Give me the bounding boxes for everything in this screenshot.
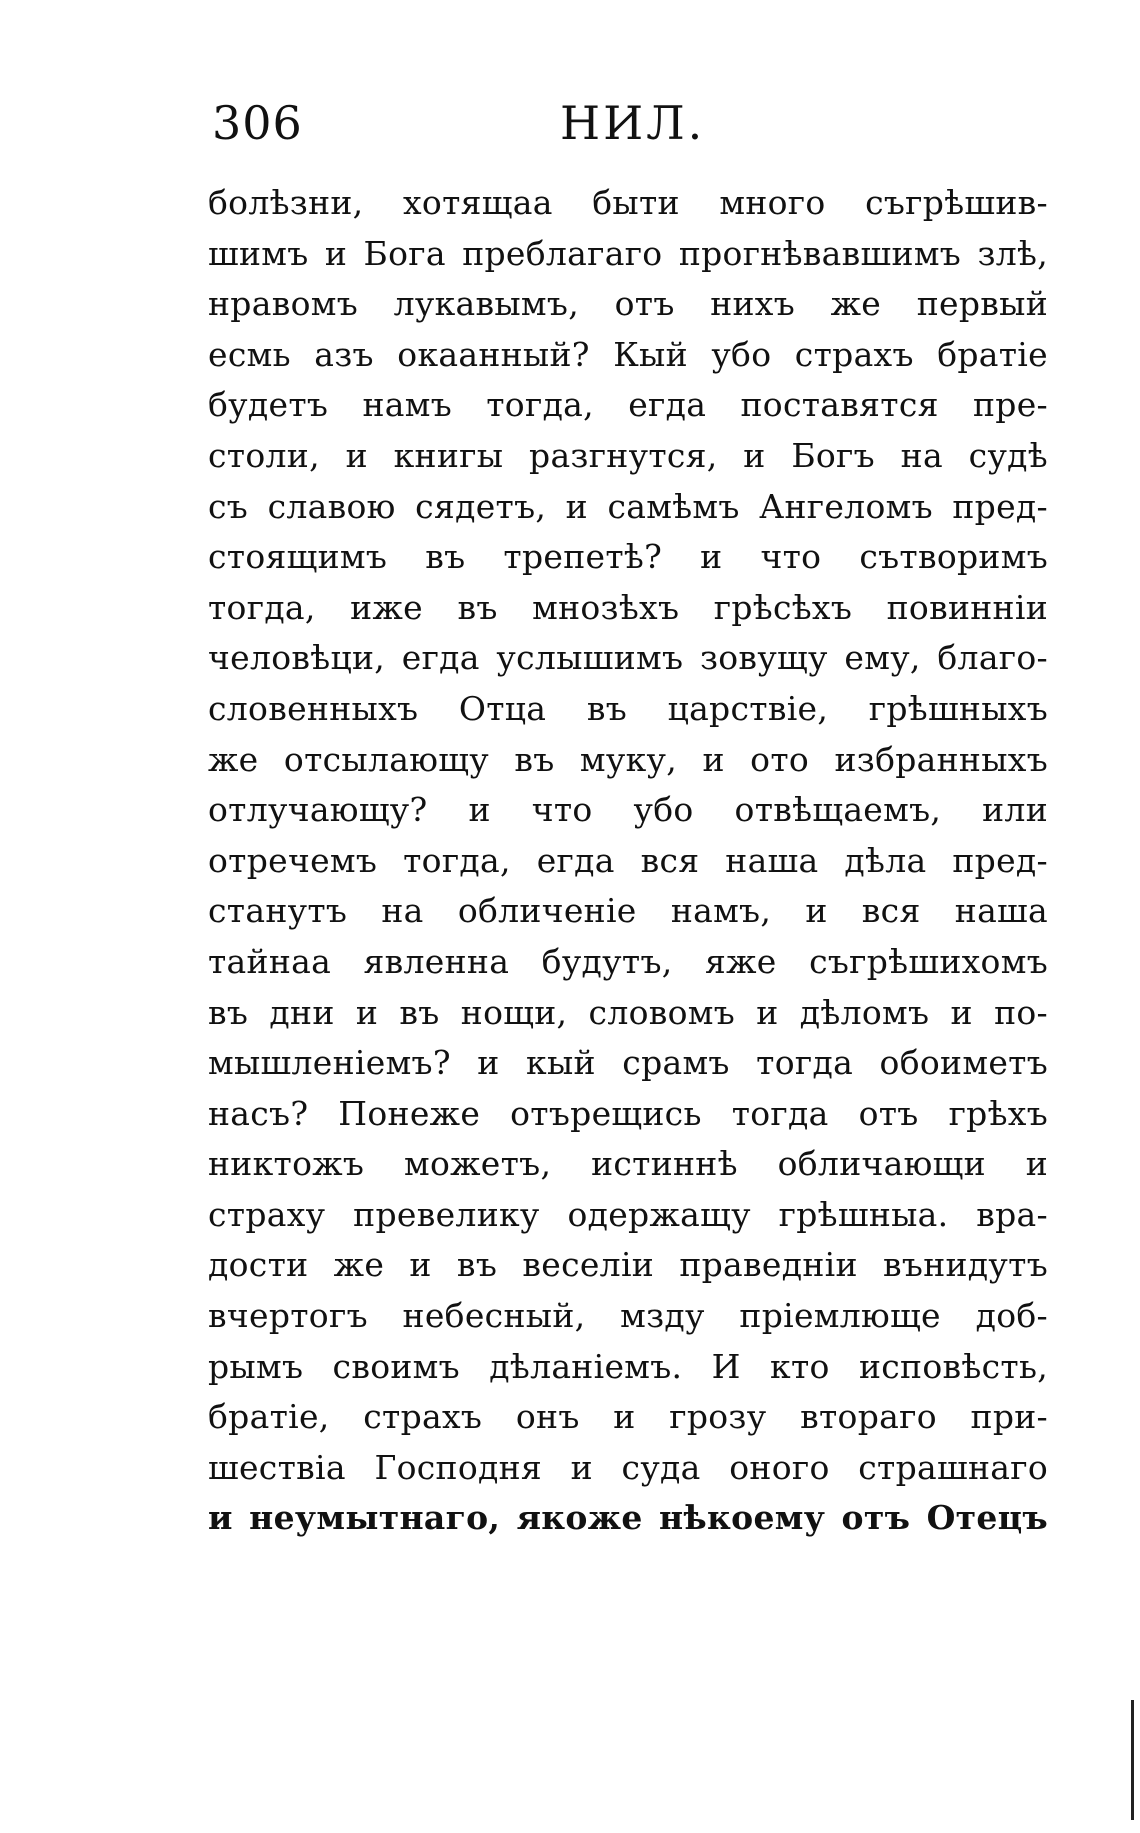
text-line: отлучающу? и что убо отвѣщаемъ, или bbox=[208, 790, 1048, 830]
page-number: 306 bbox=[212, 96, 303, 150]
text-line: и неумытнаго, якоже нѣкоему отъ Отецъ bbox=[208, 1498, 1048, 1538]
text-line: тайнаа явленна будутъ, яже съгрѣшихомъ bbox=[208, 941, 1048, 981]
body-text bbox=[208, 178, 1048, 1544]
text-line: отречемъ тогда, егда вся наша дѣла пред- bbox=[208, 840, 1048, 880]
text-line: есмь азъ окаанный? Кый убо страхъ братіе bbox=[208, 334, 1048, 374]
text-line: страху превелику одержащу грѣшныа. вра- bbox=[208, 1194, 1048, 1234]
text-line: шествіа Господня и суда оного страшнаго bbox=[208, 1447, 1048, 1487]
text-line: же отсылающу въ муку, и ото избранныхъ bbox=[208, 739, 1048, 779]
text-line: дости же и въ веселіи праведніи вънидутъ bbox=[208, 1245, 1048, 1285]
text-line: стоящимъ въ трепетѣ? и что сътворимъ bbox=[208, 537, 1048, 577]
text-line: станутъ на обличеніе намъ, и вся наша bbox=[208, 891, 1048, 931]
text-line: братіе, страхъ онъ и грозу втораго при- bbox=[208, 1397, 1048, 1437]
text-line: человѣци, егда услышимъ зовущу ему, благо- bbox=[208, 638, 1048, 678]
text-line: въ дни и въ нощи, словомъ и дѣломъ и по- bbox=[208, 992, 1048, 1032]
text-line: насъ? Понеже отърещись тогда отъ грѣхъ bbox=[208, 1093, 1048, 1133]
text-line: словенныхъ Отца въ царствіе, грѣшныхъ bbox=[208, 688, 1048, 728]
text-line: тогда, иже въ мнозѣхъ грѣсѣхъ повинніи bbox=[208, 587, 1048, 627]
text-line: шимъ и Бога преблагаго прогнѣвавшимъ злѣ, bbox=[208, 233, 1048, 273]
text-line: столи, и книгы разгнутся, и Богъ на судѣ bbox=[208, 435, 1048, 475]
text-line: вчертогъ небесный, мзду пріемлюще доб- bbox=[208, 1296, 1048, 1336]
page-edge-mark bbox=[1131, 1700, 1134, 1820]
text-line: никтожъ можетъ, истиннѣ обличающи и bbox=[208, 1144, 1048, 1184]
text-line: мышленіемъ? и кый срамъ тогда обоиметъ bbox=[208, 1043, 1048, 1083]
text-line: будетъ намъ тогда, егда поставятся пре- bbox=[208, 385, 1048, 425]
page-header bbox=[212, 88, 1032, 158]
running-head: НИЛ. bbox=[560, 96, 706, 150]
text-line: рымъ своимъ дѣланіемъ. И кто исповѣсть, bbox=[208, 1346, 1048, 1386]
text-line: нравомъ лукавымъ, отъ нихъ же первый bbox=[208, 284, 1048, 324]
text-line: съ славою сядетъ, и самѣмъ Ангеломъ пред- bbox=[208, 486, 1048, 526]
text-line: болѣзни, хотящаа быти много съгрѣшив- bbox=[208, 183, 1048, 222]
